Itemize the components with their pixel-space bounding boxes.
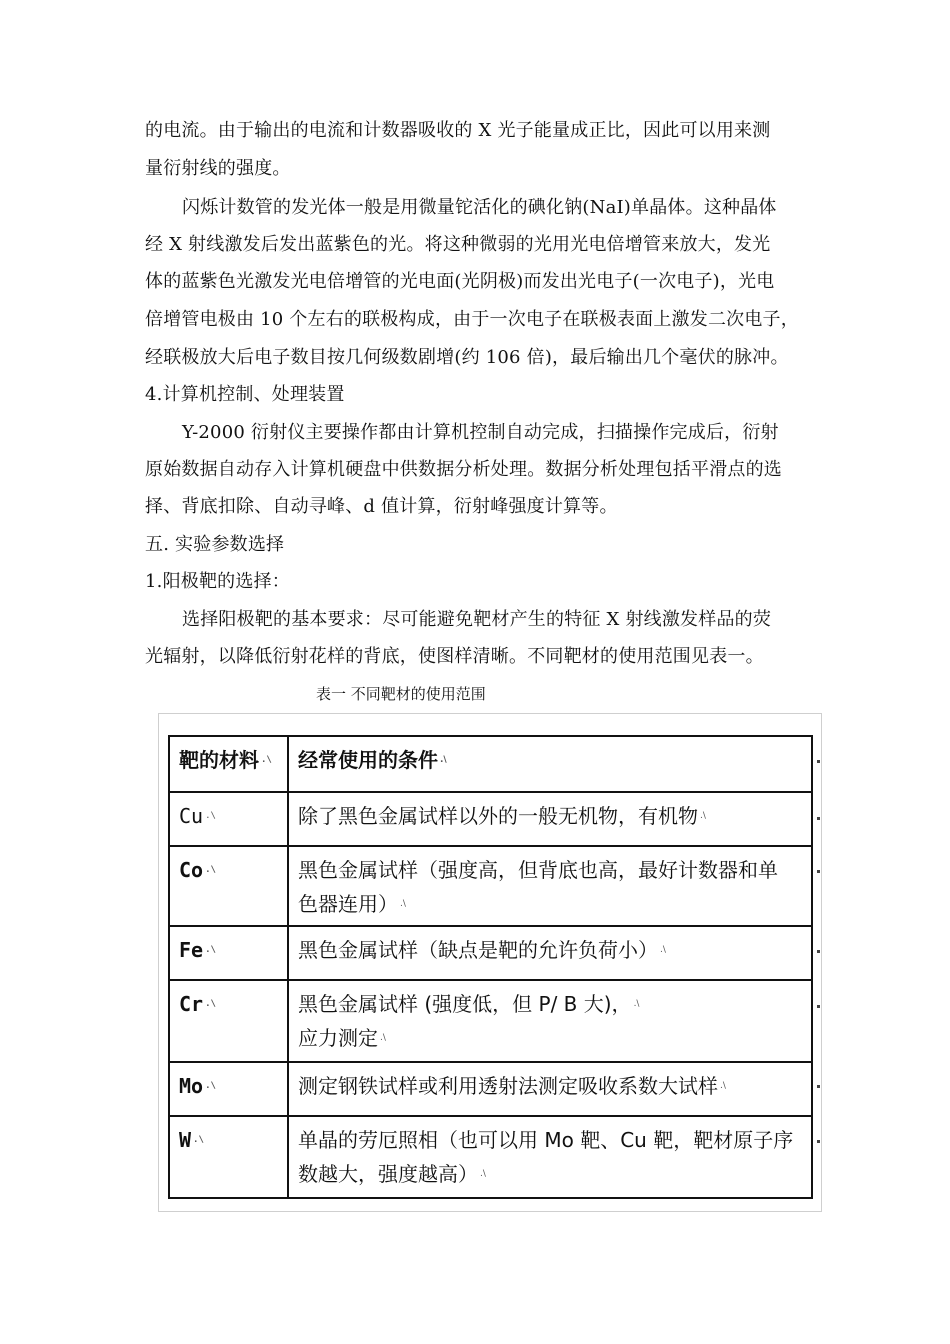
conditions-cell: 测定钢铁试样或利用透射法测定吸收系数大试样 .\ (288, 1062, 812, 1116)
conditions-cell: 黑色金属试样（缺点是靶的允许负荷小） .\ (288, 926, 812, 980)
target-materials-table (168, 735, 813, 1199)
table-row (169, 1062, 812, 1116)
subsection-heading: 1.阳极靶的选择： (145, 571, 290, 592)
table-edge-marker (817, 817, 820, 820)
table-row (169, 1116, 812, 1198)
table-edge-marker (817, 760, 820, 763)
table-row (169, 926, 812, 980)
material-cell: Cr .\ (169, 980, 288, 1062)
section-heading: 4.计算机控制、处理装置 (145, 384, 345, 405)
material-cell: W .\ (169, 1116, 288, 1198)
conditions-cell: 单晶的劳厄照相（也可以用 Mo 靶、Cu 靶，靶材原子序 数越大，强度越高） .\ (288, 1116, 812, 1198)
paragraph-line: 经 X 射线激发后发出蓝紫色的光。将这种微弱的光用光电倍增管来放大，发光 (145, 234, 771, 255)
paragraph-line: 的电流。由于输出的电流和计数器吸收的 X 光子能量成正比，因此可以用来测 (145, 120, 771, 141)
table-edge-marker (817, 1140, 820, 1143)
table-edge-marker (817, 870, 820, 873)
paragraph-line: Y-2000 衍射仪主要操作都由计算机控制自动完成，扫描操作完成后，衍射 (182, 422, 779, 443)
material-cell: Fe .\ (169, 926, 288, 980)
header-cell-conditions: 经常使用的条件 .\ (288, 736, 812, 792)
paragraph-line: 择、背底扣除、自动寻峰、d 值计算，衍射峰强度计算等。 (145, 496, 618, 517)
material-cell: Mo .\ (169, 1062, 288, 1116)
paragraph-line: 体的蓝紫色光激发光电倍增管的光电面(光阴极)而发出光电子(一次电子)，光电 (145, 271, 775, 292)
paragraph-line: 闪烁计数管的发光体一般是用微量铊活化的碘化钠(NaI)单晶体。这种晶体 (182, 197, 777, 218)
table-edge-marker (817, 1005, 820, 1008)
section-heading: 五. 实验参数选择 (145, 534, 285, 555)
conditions-cell: 除了黑色金属试样以外的一般无机物，有机物 .\ (288, 792, 812, 846)
conditions-cell: 黑色金属试样（强度高，但背底也高，最好计数器和单 色器连用） .\ (288, 846, 812, 926)
table-caption: 表一 不同靶材的使用范围 (316, 685, 486, 703)
table-edge-marker (817, 950, 820, 953)
paragraph-line: 经联极放大后电子数目按几何级数剧增(约 106 倍)，最后输出几个毫伏的脉冲。 (145, 347, 789, 368)
table-edge-marker (817, 1085, 820, 1088)
paragraph-line: 倍增管电极由 10 个左右的联极构成，由于一次电子在联极表面上激发二次电子， (145, 309, 799, 330)
table-header-row (169, 736, 812, 792)
material-cell: Cu .\ (169, 792, 288, 846)
material-cell: Co .\ (169, 846, 288, 926)
table-row (169, 846, 812, 926)
paragraph-line: 原始数据自动存入计算机硬盘中供数据分析处理。数据分析处理包括平滑点的选 (145, 459, 782, 480)
paragraph-line: 光辐射，以降低衍射花样的背底，使图样清晰。不同靶材的使用范围见表一。 (145, 646, 764, 667)
table-row (169, 792, 812, 846)
table-row (169, 980, 812, 1062)
conditions-cell: 黑色金属试样 (强度低，但 P/ B 大)， .\ 应力测定 .\ (288, 980, 812, 1062)
header-cell-material: 靶的材料 .\ (169, 736, 288, 792)
paragraph-line: 量衍射线的强度。 (145, 158, 291, 179)
paragraph-line: 选择阳极靶的基本要求：尽可能避免靶材产生的特征 X 射线激发样品的荧 (182, 609, 772, 630)
